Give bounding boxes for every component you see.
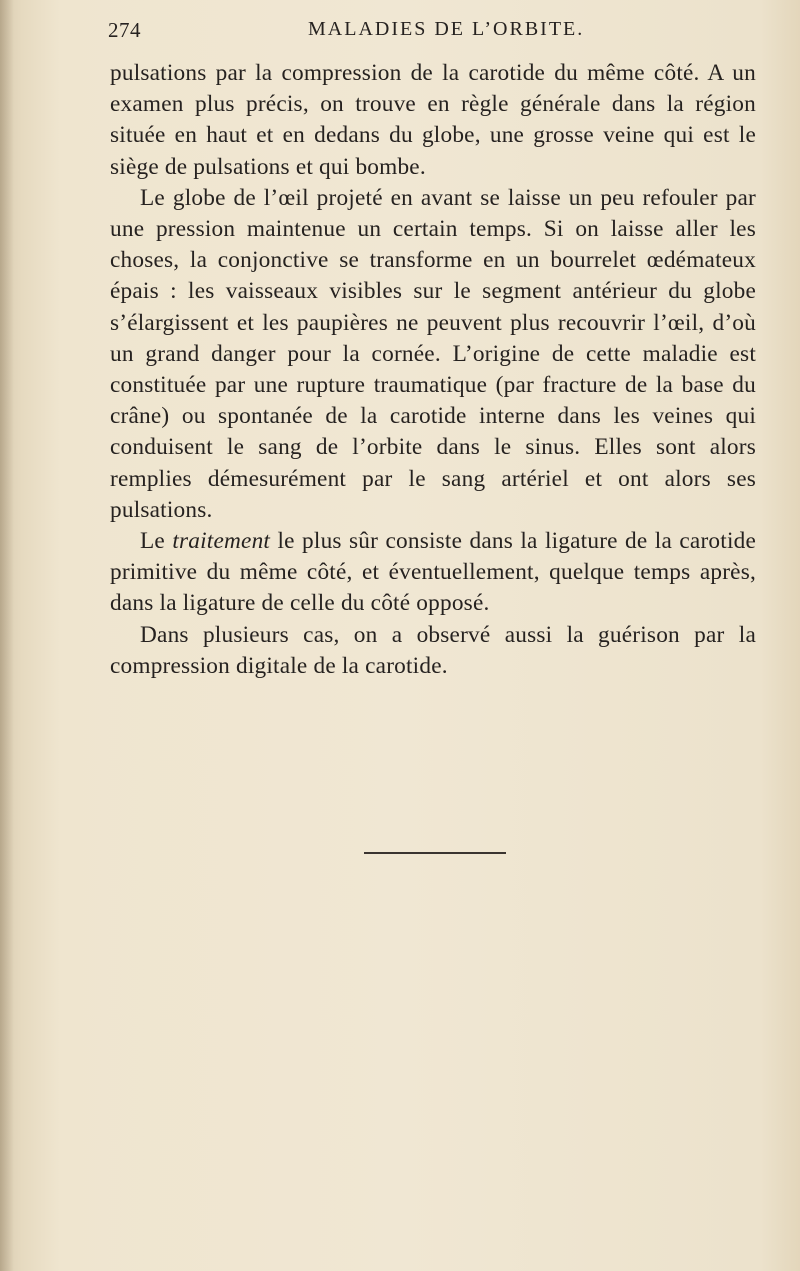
treatment-term: traitement [172, 528, 271, 555]
paragraph-treatment [110, 526, 756, 620]
paragraph-continuation: pulsations par la compression de la carotide du même côté. A un examen plus précis, on trouve en règle générale dans la région située en haut et en dedans du globe, une grosse veine qui est le siège de pulsations et qui bombe. [110, 60, 756, 180]
treatment-intro: Le [140, 528, 173, 555]
paragraph-digital-compression: Dans plusieurs cas, on a observé aussi la guérison par la compression digitale de la carotide. [110, 621, 756, 679]
spine-shadow [0, 0, 14, 1271]
page-number: 274 [108, 18, 141, 42]
paragraph-globe-description: Le globe de l’œil projeté en avant se laisse un peu refouler par une pression maintenue un certain temps. Si on laisse aller les choses, la conjonctive se transforme en un bourrelet œdémateux épais : les vaisseaux visibles sur le segment antérieur du globe s’élargissent et les paupières ne peuvent plus recouvrir l’œil, d’où un grand danger pour la cornée. L’origine de cette maladie est constituée par une rupture traumatique (par fracture de la base du crâne) ou spontanée de la carotide interne dans les veines qui conduisent le sang de l’orbite dans le sinus. Elles sont alors remplies démesurément par le sang artériel et ont alors ses pulsations. [110, 184, 756, 523]
section-end-rule [364, 852, 506, 854]
body-text [110, 58, 756, 682]
running-head [108, 18, 758, 48]
treatment-text: le plus sûr consiste dans la ligature de la carotide primitive du même côté, et éventuellement, quelque temps après, dans la ligature de celle du côté opposé. [110, 528, 757, 617]
running-title: MALADIES DE L’ORBITE. [308, 18, 585, 40]
